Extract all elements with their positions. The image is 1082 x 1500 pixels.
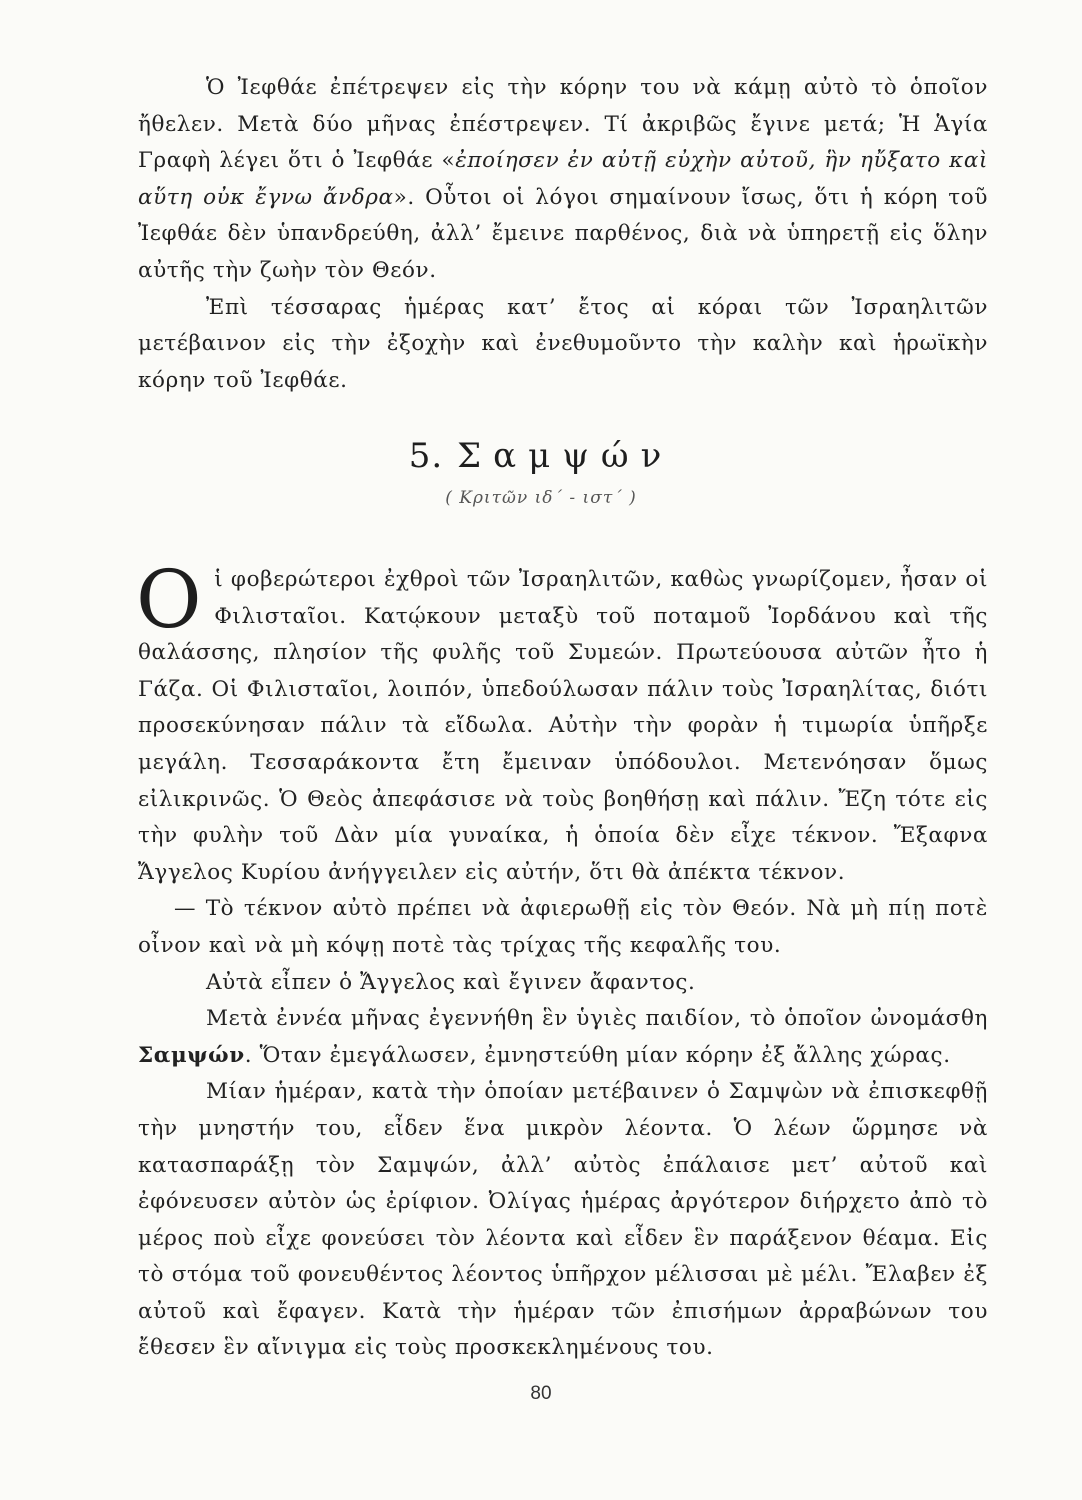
- paragraph-lion: Μίαν ἡμέραν, κατὰ τὴν ὁποίαν μετέβαινεν ὁ Σαμψὼν νὰ ἐπισκεφθῇ τὴν μνηστήν του, εἶδεν ἕνα μικρὸν λέοντα. Ὁ λέων ὥρμησε νὰ κατασπαράξῃ τὸν Σαμψών, ἀλλ’ αὐτὸς ἐπάλαισε μετ’ αὐτοῦ καὶ ἐφόνευσεν αὐτὸν ὡς ἐρίφιον. Ὀλίγας ἡμέρας ἀργότερον διήρχετο ἀπὸ τὸ μέρος ποὺ εἶχε φονεύσει τὸν λέοντα καὶ εἶδεν ἓν παράξενον θέαμα. Εἰς τὸ στόμα τοῦ φονευθέντος λέοντος ὑπῆρχον μέλισσαι μὲ μέλι. Ἔλαβεν ἐξ αὐτοῦ καὶ ἔφαγεν. Κατὰ τὴν ἡμέραν τῶν ἐπισήμων ἀρραβώνων του ἔθεσεν ἓν αἴνιγμα εἰς τοὺς προσκεκλημένους του.: [138, 1079, 988, 1361]
- paragraph-jephthah-daughter: Ὁ Ἰεφθάε ἐπέτρεψεν εἰς τὴν κόρην του νὰ κάμῃ αὐτὸ τὸ ὁποῖον ἤθελεν. Μετὰ δύο μῆνας ἐπέστρεψεν. Τί ἀκριβῶς ἔγινε μετά; Ἡ Ἁγία Γραφὴ λέγει ὅτι ὁ Ἰεφθάε «ἐποίησεν ἐν αὐτῇ εὐχὴν αὐτοῦ, ἣν ηὔξατο καὶ αὕτη οὐκ ἔγνω ἄνδρα». Οὗτοι οἱ λόγοι σημαίνουν ἴσως, ὅτι ἡ κόρη τοῦ Ἰεφθάε δὲν ὑπανδρεύθη, ἀλλ’ ἔμεινε παρθένος, διὰ νὰ ὑπηρετῇ εἰς ὅλην αὐτῆς τὴν ζωὴν τὸν Θεόν.: [138, 75, 989, 283]
- chapter-reference: ( Κριτῶν ιδ΄ - ιστ΄ ): [445, 488, 637, 508]
- paragraph-philistines: Οἱ φοβερώτεροι ἐχθροὶ τῶν Ἰσραηλιτῶν, καθὼς γνωρίζομεν, ἦσαν οἱ Φιλισταῖοι. Κατῴκουν μεταξὺ τοῦ ποταμοῦ Ἰορδάνου καὶ τῆς θαλάσσης, πλησίον τῆς φυλῆς τοῦ Συμεών. Πρωτεύουσα αὐτῶν ἦτο ἡ Γάζα. Οἱ Φιλισταῖοι, λοιπόν, ὑπεδούλωσαν πάλιν τοὺς Ἰσραηλίτας, διότι προσεκύνησαν πάλιν τὰ εἴδωλα. Αὐτὴν τὴν φορὰν ἡ τιμωρία ὑπῆρξε μεγάλη. Τεσσαράκοντα ἔτη ἔμειναν ὑπόδουλοι. Μετενόησαν ὅμως εἰλικρινῶς. Ὁ Θεὸς ἀπεφάσισε νὰ τοὺς βοηθήσῃ καὶ πάλιν. Ἔζη τότε εἰς τὴν φυλὴν τοῦ Δὰν μία γυναίκα, ἡ ὁποία δὲν εἶχε τέκνον. Ἔξαφνα Ἄγγελος Κυρίου ἀνήγγειλεν εἰς αὐτήν, ὅτι θὰ ἀπέκτα τέκνον.: [136, 553, 988, 885]
- paragraph-israelite-maidens: Ἐπὶ τέσσαρας ἡμέρας κατ’ ἔτος αἱ κόραι τῶν Ἰσραηλιτῶν μετέβαινον εἰς τὴν ἐξοχὴν καὶ ἐνεθυμοῦντο τὴν καλὴν καὶ ἡρωϊκὴν κόρην τοῦ Ἰεφθάε.: [138, 294, 988, 393]
- drop-cap: Ο: [136, 553, 203, 646]
- page-number: 80: [530, 1383, 552, 1404]
- scripture-quote: ἐποίησεν ἐν αὐτῇ εὐχὴν αὐτοῦ, ἣν ηὔξατο καὶ αὕτη οὐκ ἔγνω ἄνδρα: [138, 148, 989, 210]
- chapter-heading: [0, 436, 1082, 476]
- chapter-title: Σαμψών: [457, 436, 674, 476]
- samson-name: Σαμψών: [138, 1042, 245, 1068]
- paragraph-angel-vanished: Αὐτὰ εἶπεν ὁ Ἄγγελος καὶ ἔγινεν ἄφαντος.: [206, 969, 696, 995]
- chapter-number: 5.: [408, 436, 444, 476]
- paragraph-angel-instruction: — Τὸ τέκνον αὐτὸ πρέπει νὰ ἀφιερωθῇ εἰς τὸν Θεόν. Νὰ μὴ πίῃ ποτὲ οἶνον καὶ νὰ μὴ κόψῃ ποτὲ τὰς τρίχας τῆς κεφαλῆς του.: [138, 896, 988, 958]
- paragraph-samson-birth: Μετὰ ἐννέα μῆνας ἐγεννήθη ἓν ὑγιὲς παιδίον, τὸ ὁποῖον ὠνομάσθη Σαμψών. Ὅταν ἐμεγάλωσεν, ἐμνηστεύθη μίαν κόρην ἐξ ἄλλης χώρας.: [138, 1006, 988, 1068]
- chapter-body-text: [136, 553, 988, 1367]
- previous-section-text: [138, 70, 988, 399]
